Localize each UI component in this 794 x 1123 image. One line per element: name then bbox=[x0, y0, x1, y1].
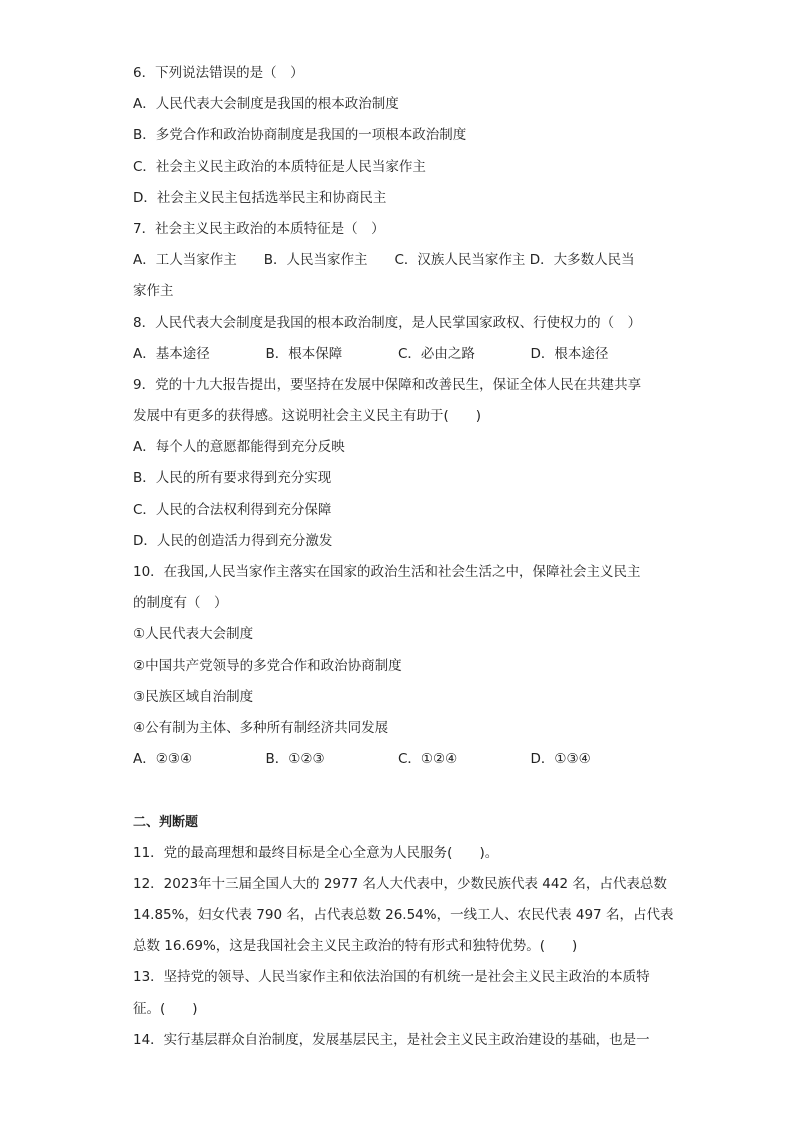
q11: 11．党的最高理想和最终目标是全心全意为人民服务( )。 bbox=[133, 844, 499, 861]
q9-stem-line1: 9．党的十九大报告提出，要坚持在发展中保障和改善民生，保证全体人民在共建共享 bbox=[133, 376, 642, 393]
q9-option-c: C．人民的合法权利得到充分保障 bbox=[133, 501, 332, 518]
q10-stem-line2: 的制度有（ ） bbox=[133, 595, 228, 612]
section-heading-judgment: 二、判断题 bbox=[133, 814, 199, 830]
q8-option-b: B．根本保障 bbox=[265, 345, 343, 362]
q6-stem: 6．下列说法错误的是（ ） bbox=[133, 65, 304, 81]
q14-line1: 14．实行基层群众自治制度，发展基层民主，是社会主义民主政治建设的基础，也是一 bbox=[133, 1031, 650, 1048]
q9-option-d: D．人民的创造活力得到充分激发 bbox=[133, 532, 333, 549]
q10-options bbox=[133, 744, 663, 775]
q7-options-line2: 家作主 bbox=[133, 283, 174, 300]
q8-option-a: A．基本途径 bbox=[133, 345, 210, 362]
q6-option-d: D．社会主义民主包括选举民主和协商民主 bbox=[133, 189, 387, 206]
q8-stem: 8．人民代表大会制度是我国的根本政治制度，是人民掌国家政权、行使权力的（ ） bbox=[133, 314, 642, 331]
q6-option-b: B．多党合作和政治协商制度是我国的一项根本政治制度 bbox=[133, 127, 467, 144]
q9-option-a: A．每个人的意愿都能得到充分反映 bbox=[133, 439, 345, 456]
q10-option-b: B．①②③ bbox=[265, 751, 325, 768]
q9-stem-line2: 发展中有更多的获得感。这说明社会主义民主有助于( ) bbox=[133, 408, 482, 425]
q10-item-3: ③民族区域自治制度 bbox=[133, 688, 254, 705]
q8-option-d: D．根本途径 bbox=[530, 345, 609, 362]
q10-item-1: ①人民代表大会制度 bbox=[133, 626, 254, 643]
q10-item-4: ④公有制为主体、多种所有制经济共同发展 bbox=[133, 719, 389, 736]
q13-line1: 13．坚持党的领导、人民当家作主和依法治国的有机统一是社会主义民主政治的本质特 bbox=[133, 969, 650, 986]
q7-stem: 7．社会主义民主政治的本质特征是（ ） bbox=[133, 220, 385, 237]
q10-option-c: C．①②④ bbox=[398, 751, 458, 768]
q10-option-a: A．②③④ bbox=[133, 751, 193, 768]
q6-option-a: A．人民代表大会制度是我国的根本政治制度 bbox=[133, 96, 399, 113]
q8-option-c: C．必由之路 bbox=[398, 345, 475, 362]
q8-options bbox=[133, 339, 663, 370]
q6-option-c: C．社会主义民主政治的本质特征是人民当家作主 bbox=[133, 158, 426, 175]
q10-option-d: D．①③④ bbox=[530, 751, 591, 768]
q10-stem-line1: 10．在我国,人民当家作主落实在国家的政治生活和社会生活之中，保障社会主义民主 bbox=[133, 564, 641, 580]
document-page bbox=[133, 58, 674, 1056]
q9-option-b: B．人民的所有要求得到充分实现 bbox=[133, 470, 332, 487]
q12-line3: 总数 16.69%，这是我国社会主义民主政治的特有形式和独特优势。( ) bbox=[133, 938, 578, 955]
section-spacer bbox=[133, 775, 663, 806]
q7-options-line1: A．工人当家作主 B．人民当家作主 C．汉族人民当家作主 D．大多数人民当 bbox=[133, 252, 635, 269]
q12-line1: 12．2023年十三届全国人大的 2977 名人大代表中，少数民族代表 442 名，占代表总数 bbox=[133, 875, 667, 892]
q10-item-2: ②中国共产党领导的多党合作和政治协商制度 bbox=[133, 657, 402, 674]
q13-line2: 征。( ) bbox=[133, 1000, 198, 1017]
q12-line2: 14.85%，妇女代表 790 名，占代表总数 26.54%，一线工人、农民代表 497 名，占代表 bbox=[133, 907, 674, 924]
